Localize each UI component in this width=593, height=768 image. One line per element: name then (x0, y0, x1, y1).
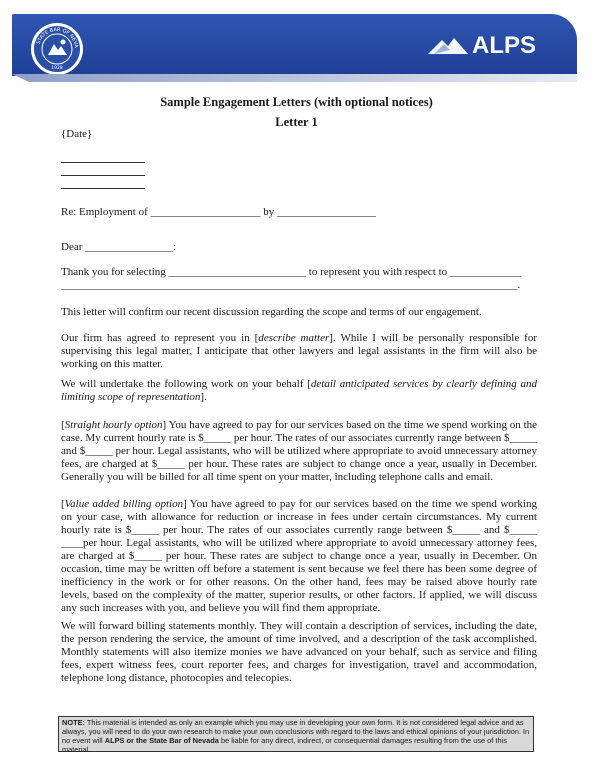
para-work-text-b: ]. (200, 391, 207, 403)
re-line: Re: Employment of ____________________ by __________________ (61, 206, 377, 218)
para-work-text-a: We will undertake the following work on your behalf [ (61, 378, 311, 390)
note-bold: ALPS or the State Bar of Nevada (104, 736, 219, 745)
letter-title: Letter 1 (275, 115, 318, 129)
disclaimer-note (58, 716, 534, 752)
note-label: NOTE: (62, 718, 85, 727)
state-bar-seal-icon (30, 22, 84, 76)
address-line-3 (61, 188, 145, 189)
banner-shadow (12, 74, 577, 82)
para-work-em: detail anticipated services by clearly defining and limiting scope of representation (61, 378, 537, 403)
para-agree-text-a: Our firm has agreed to represent you in [ (61, 332, 259, 344)
para-value-em: Value added billing option (64, 498, 184, 510)
para-hourly-em: Straight hourly option (64, 419, 163, 431)
para-hourly-text: ] You have agreed to pay for our services based on the time we spend working on the case. My current hourly rate is $_____ per hour. The rates of our associates currently range between $_____ and $_____ per hour. Legal assistants, who will be utilized where appropriate to avoid unnecessary attorney fees, are charged at $_____ per hour. These rates are subject to change once a year, usually in December. Generally you will be billed for all time spent on your matter, including telephone calls and email. (61, 419, 538, 483)
para-work (61, 378, 537, 404)
para-agree (61, 332, 537, 371)
para-value-bracket: [ (61, 498, 65, 510)
address-line-2 (61, 175, 145, 176)
para-value (61, 498, 537, 615)
thanks-line-2: ___________________________________________________________________________________. (61, 279, 521, 291)
date-field: {Date} (61, 128, 93, 140)
para-hourly (61, 419, 537, 484)
svg-text:1928: 1928 (51, 66, 63, 71)
alps-logo-icon (428, 28, 563, 58)
para-agree-text-b: ]. While I will be personally responsible for supervising this legal matter, I anticipate that other lawyers and legal assistants in the firm will also be working on this matter. (61, 332, 538, 370)
para-confirm: This letter will confirm our recent discussion regarding the scope and terms of our engagement. (61, 306, 482, 318)
document-title: Sample Engagement Letters (with optional notices) (160, 95, 433, 109)
address-line-1 (61, 162, 145, 163)
note-text-b: be liable for any direct, indirect, or consequential damages resulting from the use of this material. (62, 736, 507, 754)
para-hourly-bracket: [ (61, 419, 65, 431)
salutation: Dear ________________: (61, 241, 177, 253)
para-value-text: ] You have agreed to pay for our services based on the time we spend working on your case, with allowance for reduction or increase in fees under certain circumstances. My current hourly rate is $_____ per hour. The rates of our associates currently range between $_____ and $_____ ____per hour. Legal assistants, who will be utilized where appropriate to avoid unnecessary attorney fees, are charged at $_____ per hour. These rates are subject to change once a year, usually in December. On occasion, time may be written off before a statement is sent because we feel there has been some degree of inefficiency in the work or for other reasons. On the other hand, fees may be raised above hourly rate levels, based on the complexity of the matter, superior results, or other factors. If applied, we will discuss any such increases with you, and believe you will find them appropriate. (61, 498, 537, 614)
svg-text:STATE BAR OF NEVADA: STATE BAR OF NEVA (35, 26, 80, 49)
note-text-a: This material is intended as only an example which you may use in developing your own form. It is not considered legal advice and as always, you will need to do your own research to make your own conclusions with regard to the laws and ethical opinions of your jurisdiction. In no event will (62, 718, 530, 745)
header-banner (12, 14, 577, 76)
para-agree-em: describe matter (258, 332, 330, 344)
thanks-line: Thank you for selecting _________________________ to represent you with respect to _____________ (61, 266, 522, 278)
para-billing: We will forward billing statements monthly. They will contain a description of services, including the date, the person rendering the service, the amount of time involved, and a description of the task accomplished. Monthly statements will also itemize monies we have advanced on your behalf, such as service and filing fees, expert witness fees, court reporter fees, and charges for investigation, travel and accommodation, telephone long distance, photocopies and telecopies. (61, 620, 537, 684)
alps-brand-text: ALPS (472, 32, 537, 58)
